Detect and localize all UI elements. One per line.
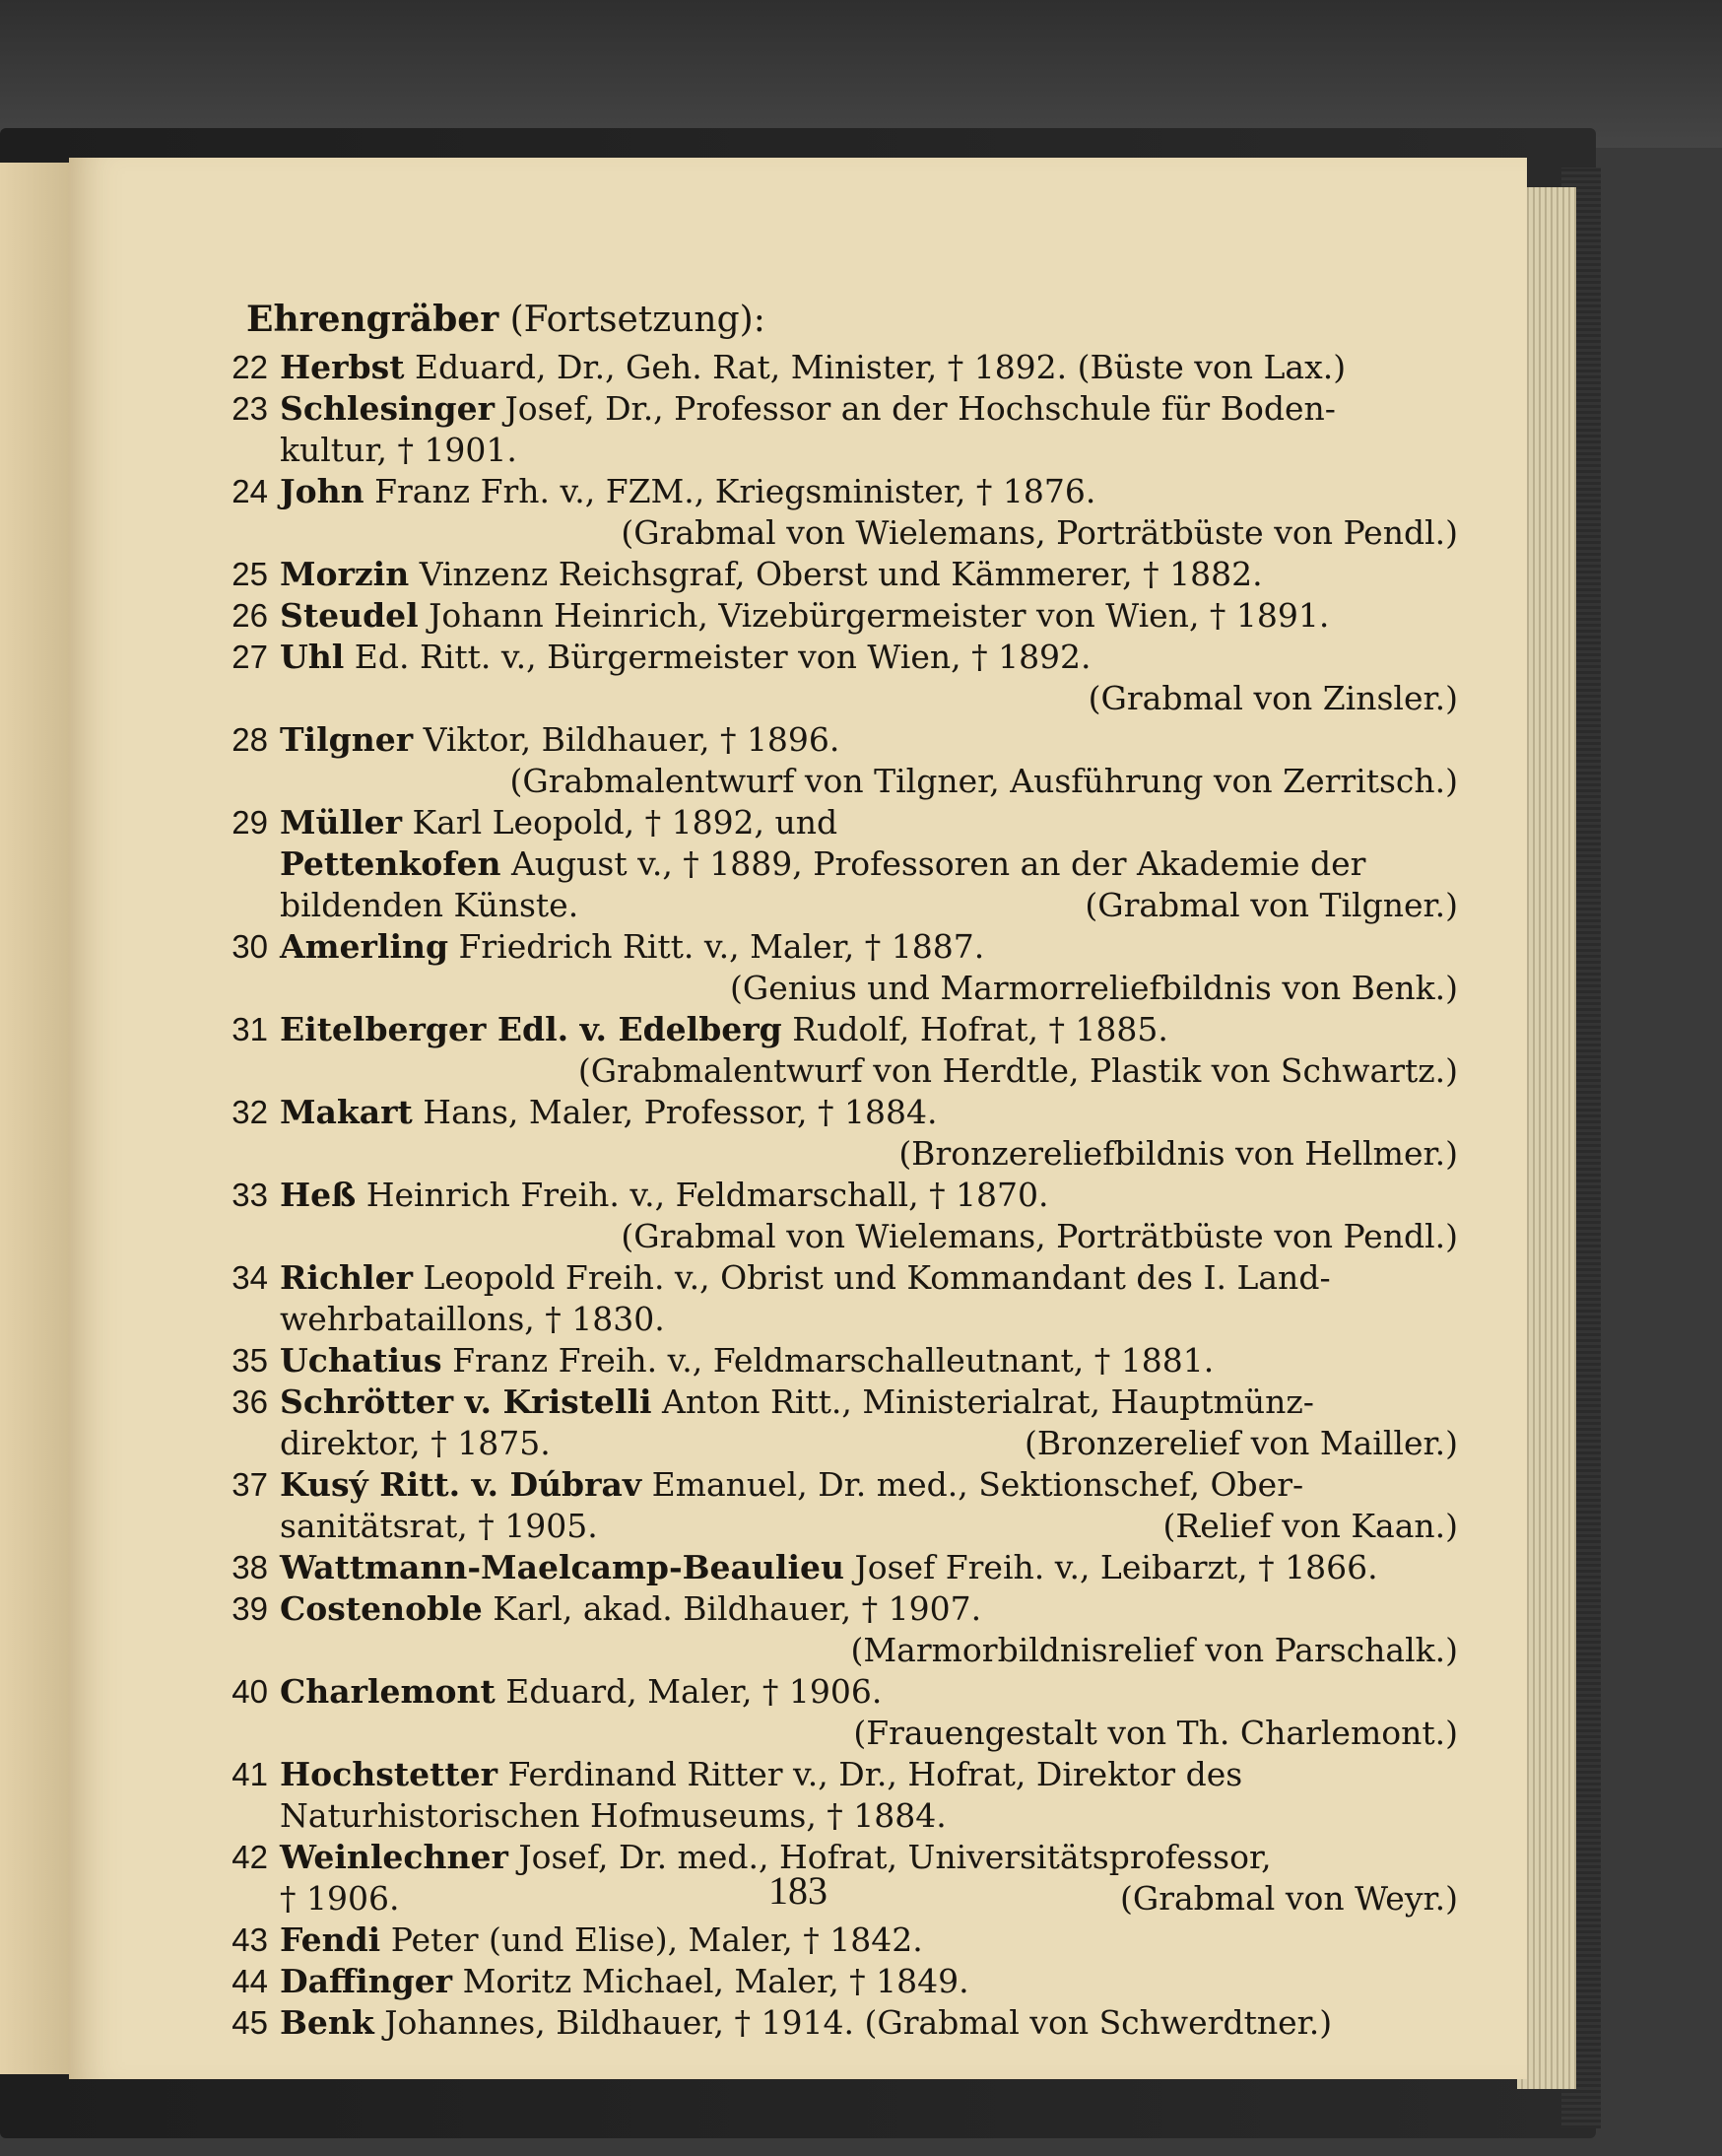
list-item bbox=[187, 802, 1468, 926]
entry-note: (Marmorbildnisrelief von Parschalk.) bbox=[850, 1631, 1458, 1669]
entry-note: (Grabmal von Wielemans, Porträtbüste von Pendl.) bbox=[621, 1217, 1458, 1255]
heading-rest: (Fortsetzung): bbox=[498, 300, 765, 340]
entry-line bbox=[187, 719, 1468, 761]
entry-line bbox=[187, 843, 1468, 885]
entry-line bbox=[187, 388, 1468, 430]
entry-text: direktor, † 1875. bbox=[280, 1424, 551, 1462]
entry-line bbox=[187, 1630, 1468, 1671]
entry-number: 22 bbox=[232, 349, 268, 385]
entry-line bbox=[187, 968, 1468, 1009]
entry-number: 38 bbox=[232, 1549, 268, 1585]
list-item bbox=[187, 595, 1468, 637]
entry-name: Eitelberger Edl. v. Edelberg bbox=[280, 1010, 782, 1048]
entry-text: Johannes, Bildhauer, † 1914. (Grabmal von Schwerdtner.) bbox=[373, 2003, 1333, 2042]
entry-number: 37 bbox=[232, 1466, 268, 1503]
entry-name: Richler bbox=[280, 1258, 413, 1297]
entry-note: (Relief von Kaan.) bbox=[1162, 1507, 1458, 1545]
entry-line bbox=[187, 1257, 1468, 1299]
entry-note: (Bronzereliefbildnis von Hellmer.) bbox=[898, 1134, 1458, 1173]
entry-number: 44 bbox=[232, 1963, 268, 1999]
list-item bbox=[187, 1009, 1468, 1092]
entry-text: Ed. Ritt. v., Bürgermeister von Wien, † 1892. bbox=[344, 638, 1092, 676]
entry-line bbox=[187, 1464, 1468, 1506]
entry-line bbox=[187, 1754, 1468, 1795]
entry-line bbox=[187, 554, 1468, 595]
list-item bbox=[187, 1175, 1468, 1257]
entry-line bbox=[187, 1671, 1468, 1713]
entry-note: (Genius und Marmorreliefbildnis von Benk.) bbox=[730, 969, 1458, 1007]
entry-line bbox=[187, 1423, 1468, 1464]
entry-line bbox=[187, 471, 1468, 512]
entry-line bbox=[187, 1547, 1468, 1588]
entry-number: 32 bbox=[232, 1094, 268, 1130]
entry-name: John bbox=[280, 472, 364, 510]
entry-line bbox=[187, 1795, 1468, 1837]
entry-line bbox=[187, 430, 1468, 471]
entry-text: kultur, † 1901. bbox=[280, 431, 517, 469]
entry-note: (Grabmal von Weyr.) bbox=[1120, 1879, 1458, 1918]
entry-name: Benk bbox=[280, 2003, 374, 2042]
entry-name: Schlesinger bbox=[280, 389, 496, 428]
entry-name: Daffinger bbox=[280, 1962, 453, 2000]
list-item bbox=[187, 1754, 1468, 1837]
entry-name: Uhl bbox=[280, 638, 345, 676]
entry-text: wehrbataillons, † 1830. bbox=[280, 1300, 665, 1338]
entry-name: Weinlechner bbox=[280, 1838, 508, 1876]
entry-line bbox=[187, 1299, 1468, 1340]
entry-text: Franz Freih. v., Feldmarschalleutnant, † 1881. bbox=[441, 1341, 1215, 1380]
entry-text: Emanuel, Dr. med., Sektionschef, Ober- bbox=[641, 1465, 1304, 1504]
entry-name: Morzin bbox=[280, 555, 410, 593]
entry-name: Wattmann-Maelcamp-Beaulieu bbox=[280, 1548, 844, 1586]
list-item bbox=[187, 1340, 1468, 1381]
entry-text: August v., † 1889, Professoren an der Akademie der bbox=[500, 844, 1366, 883]
entry-line bbox=[187, 2002, 1468, 2044]
entry-line bbox=[187, 1381, 1468, 1423]
list-item bbox=[187, 1464, 1468, 1547]
entry-line bbox=[187, 1340, 1468, 1381]
entry-number: 40 bbox=[232, 1673, 268, 1710]
entry-text: Karl, akad. Bildhauer, † 1907. bbox=[482, 1589, 982, 1628]
list-item bbox=[187, 471, 1468, 554]
entry-line bbox=[187, 1050, 1468, 1092]
entry-line bbox=[187, 1588, 1468, 1630]
entry-number: 30 bbox=[232, 928, 268, 965]
entry-text: Josef, Dr., Professor an der Hochschule für Boden- bbox=[495, 389, 1336, 428]
entry-line bbox=[187, 885, 1468, 926]
entry-number: 27 bbox=[232, 639, 268, 675]
entry-text: Josef, Dr. med., Hofrat, Universitätsprofessor, bbox=[507, 1838, 1272, 1876]
heading-bold: Ehrengräber bbox=[246, 299, 499, 340]
entry-text: sanitätsrat, † 1905. bbox=[280, 1507, 598, 1545]
entry-text: Eduard, Dr., Geh. Rat, Minister, † 1892. (Büste von Lax.) bbox=[404, 348, 1347, 386]
entry-note: (Grabmalentwurf von Tilgner, Ausführung von Zerritsch.) bbox=[509, 762, 1458, 800]
list-item bbox=[187, 926, 1468, 1009]
entry-line bbox=[187, 1961, 1468, 2002]
entry-line bbox=[187, 347, 1468, 388]
list-item bbox=[187, 2002, 1468, 2044]
list-item bbox=[187, 554, 1468, 595]
list-item bbox=[187, 1671, 1468, 1754]
entry-text: Eduard, Maler, † 1906. bbox=[495, 1672, 883, 1711]
entry-number: 41 bbox=[232, 1756, 268, 1792]
entry-line bbox=[187, 1175, 1468, 1216]
entry-number: 29 bbox=[232, 804, 268, 841]
list-item bbox=[187, 1381, 1468, 1464]
list-item bbox=[187, 388, 1468, 471]
entry-name: Müller bbox=[280, 803, 402, 842]
entry-line bbox=[187, 595, 1468, 637]
entry-name: Heß bbox=[280, 1176, 357, 1214]
entry-line bbox=[187, 1920, 1468, 1961]
entry-text: Ferdinand Ritter v., Dr., Hofrat, Direktor des bbox=[497, 1755, 1243, 1793]
entry-note: (Frauengestalt von Th. Charlemont.) bbox=[853, 1714, 1458, 1752]
entry-name: Uchatius bbox=[280, 1341, 442, 1380]
entry-text: Vinzenz Reichsgraf, Oberst und Kämmerer, † 1882. bbox=[409, 555, 1263, 593]
entry-line bbox=[187, 802, 1468, 843]
entry-note: (Grabmal von Tilgner.) bbox=[1085, 886, 1458, 924]
entry-name: Pettenkofen bbox=[280, 844, 501, 883]
entry-name: Fendi bbox=[280, 1920, 381, 1959]
list-item bbox=[187, 1547, 1468, 1588]
entry-number: 39 bbox=[232, 1590, 268, 1627]
entry-line bbox=[187, 512, 1468, 554]
list-item bbox=[187, 719, 1468, 802]
entry-number: 25 bbox=[232, 556, 268, 592]
section-heading bbox=[246, 296, 1468, 343]
entry-number: 35 bbox=[232, 1342, 268, 1379]
entry-number: 43 bbox=[232, 1921, 268, 1958]
entry-line bbox=[187, 926, 1468, 968]
entry-text: bildenden Künste. bbox=[280, 886, 579, 924]
background-top bbox=[0, 0, 1722, 148]
entry-text: Heinrich Freih. v., Feldmarschall, † 1870. bbox=[356, 1176, 1049, 1214]
entry-line bbox=[187, 1133, 1468, 1175]
entry-text: Karl Leopold, † 1892, und bbox=[401, 803, 838, 842]
entry-number: 36 bbox=[232, 1383, 268, 1420]
entry-line bbox=[187, 1009, 1468, 1050]
entry-text: Moritz Michael, Maler, † 1849. bbox=[452, 1962, 969, 2000]
entry-text: Viktor, Bildhauer, † 1896. bbox=[413, 720, 840, 759]
entry-note: (Grabmal von Zinsler.) bbox=[1088, 679, 1458, 717]
entry-line bbox=[187, 678, 1468, 719]
entries-list bbox=[187, 347, 1468, 2044]
entry-name: Schrötter v. Kristelli bbox=[280, 1382, 652, 1421]
entry-text: † 1906. bbox=[280, 1879, 400, 1918]
entry-text: Anton Ritt., Ministerialrat, Hauptmünz- bbox=[651, 1382, 1314, 1421]
entry-number: 34 bbox=[232, 1259, 268, 1296]
entry-text: Josef Freih. v., Leibarzt, † 1866. bbox=[843, 1548, 1378, 1586]
entry-number: 23 bbox=[232, 390, 268, 427]
left-page-edge bbox=[0, 163, 74, 2074]
entry-name: Tilgner bbox=[280, 720, 414, 759]
list-item bbox=[187, 1257, 1468, 1340]
entry-line bbox=[187, 761, 1468, 802]
entry-text: Rudolf, Hofrat, † 1885. bbox=[781, 1010, 1168, 1048]
entry-name: Steudel bbox=[280, 596, 419, 635]
entry-number: 31 bbox=[232, 1011, 268, 1047]
list-item bbox=[187, 1092, 1468, 1175]
entry-text: Naturhistorischen Hofmuseums, † 1884. bbox=[280, 1796, 947, 1835]
entry-number: 33 bbox=[232, 1177, 268, 1213]
entry-name: Herbst bbox=[280, 348, 405, 386]
list-item bbox=[187, 1588, 1468, 1671]
list-item bbox=[187, 1920, 1468, 1961]
entry-name: Amerling bbox=[280, 927, 449, 966]
entry-line bbox=[187, 637, 1468, 678]
entry-text: Johann Heinrich, Vizebürgermeister von Wien, † 1891. bbox=[418, 596, 1330, 635]
entry-note: (Grabmal von Wielemans, Porträtbüste von Pendl.) bbox=[621, 513, 1458, 552]
entry-text: Franz Frh. v., FZM., Kriegsminister, † 1876. bbox=[364, 472, 1096, 510]
entry-line bbox=[187, 1506, 1468, 1547]
book-page bbox=[69, 158, 1527, 2079]
entry-name: Hochstetter bbox=[280, 1755, 497, 1793]
entry-number: 42 bbox=[232, 1839, 268, 1875]
page-number: 183 bbox=[768, 1868, 828, 1913]
entry-number: 28 bbox=[232, 721, 268, 758]
entry-name: Charlemont bbox=[280, 1672, 496, 1711]
entry-text: Friedrich Ritt. v., Maler, † 1887. bbox=[448, 927, 985, 966]
entry-number: 26 bbox=[232, 597, 268, 634]
entry-number: 24 bbox=[232, 473, 268, 509]
list-item bbox=[187, 1961, 1468, 2002]
entry-line bbox=[187, 1713, 1468, 1754]
entry-note: (Grabmalentwurf von Herdtle, Plastik von Schwartz.) bbox=[577, 1051, 1458, 1090]
list-item bbox=[187, 347, 1468, 388]
page-content bbox=[187, 296, 1468, 2044]
entry-name: Makart bbox=[280, 1093, 413, 1131]
entry-line bbox=[187, 1092, 1468, 1133]
entry-text: Hans, Maler, Professor, † 1884. bbox=[412, 1093, 938, 1131]
entry-name: Kusý Ritt. v. Dúbrav bbox=[280, 1465, 642, 1504]
entry-name: Costenoble bbox=[280, 1589, 483, 1628]
entry-text: Peter (und Elise), Maler, † 1842. bbox=[380, 1920, 923, 1959]
entry-note: (Bronzerelief von Mailler.) bbox=[1024, 1424, 1458, 1462]
entry-line bbox=[187, 1216, 1468, 1257]
entry-text: Leopold Freih. v., Obrist und Kommandant des I. Land- bbox=[412, 1258, 1331, 1297]
entry-number: 45 bbox=[232, 2004, 268, 2041]
list-item bbox=[187, 637, 1468, 719]
